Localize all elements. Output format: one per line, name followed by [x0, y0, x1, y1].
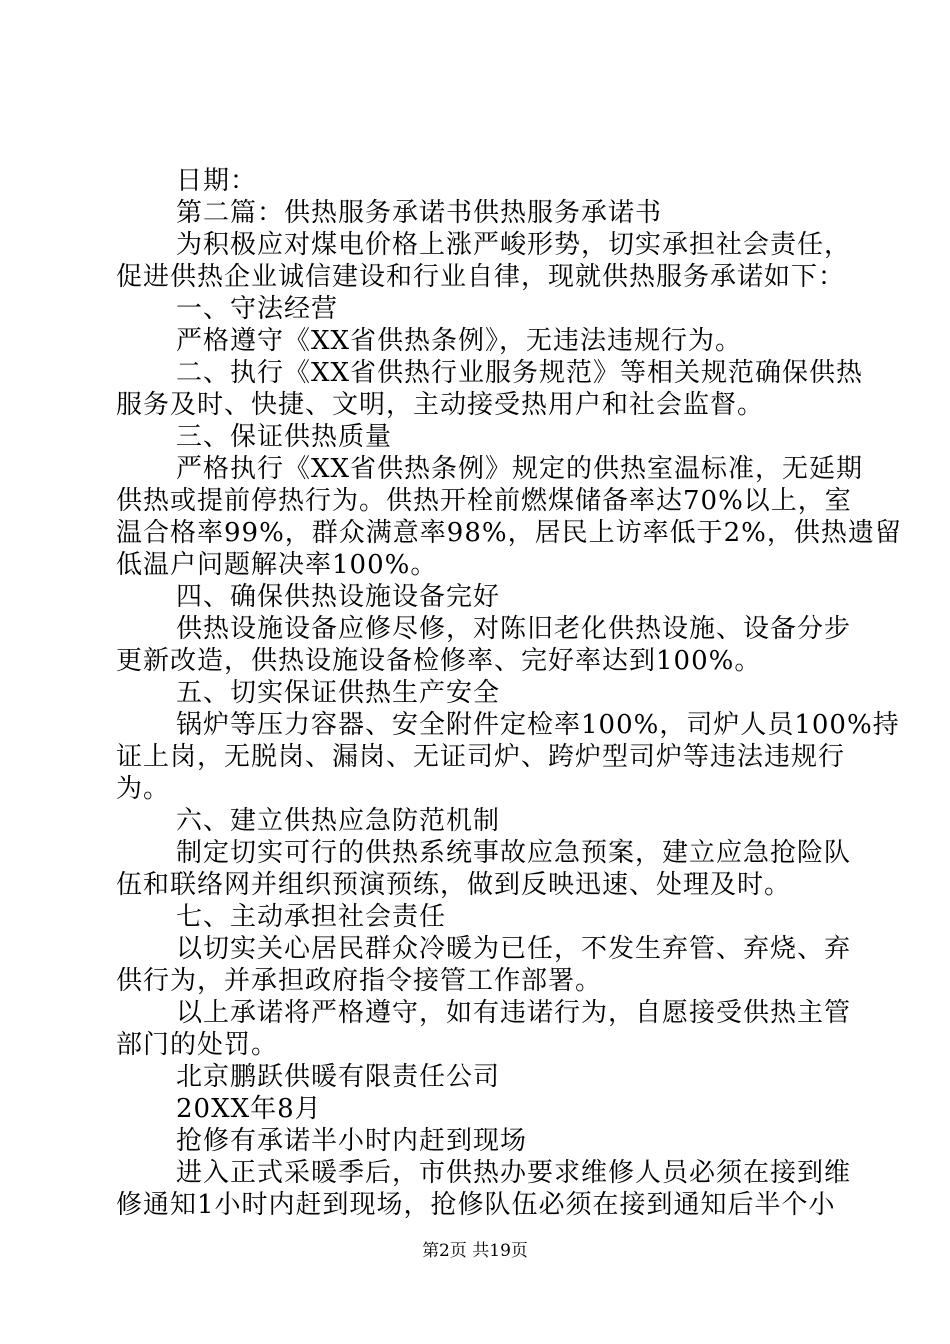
text-line: 六、建立供热应急防范机制 — [176, 806, 501, 836]
text-line: 锅炉等压力容器、安全附件定检率100%，司炉人员100%持 — [176, 710, 900, 740]
text-line: 日期： — [176, 166, 258, 196]
text-line: 二、执行《XX省供热行业服务规范》等相关规范确保供热 — [176, 358, 864, 388]
text-line: 供行为，并承担政府指令接管工作部署。 — [116, 966, 603, 996]
text-line: 以切实关心居民群众冷暖为已任，不发生弃管、弃烧、弃 — [176, 934, 852, 964]
text-line: 伍和联络网并组织预演预练，做到反映迅速、处理及时。 — [116, 870, 792, 900]
text-line: 以上承诺将严格遵守，如有违诺行为，自愿接受供热主管 — [176, 998, 852, 1028]
text-line: 七、主动承担社会责任 — [176, 902, 447, 932]
page-footer: 第2页 共19页 — [422, 1241, 528, 1261]
text-line: 修通知1小时内赶到现场，抢修队伍必须在接到通知后半个小 — [116, 1190, 836, 1220]
text-line: 更新改造，供热设施设备检修率、完好率达到100%。 — [116, 646, 762, 676]
text-line: 严格遵守《XX省供热条例》，无违法违规行为。 — [176, 326, 743, 356]
text-line: 严格执行《XX省供热条例》规定的供热室温标准，无延期 — [176, 454, 864, 484]
text-line: 温合格率99%，群众满意率98%，居民上访率低于2%，供热遗留 — [116, 518, 902, 548]
text-line: 低温户问题解决率100%。 — [116, 550, 438, 580]
text-line: 证上岗，无脱岗、漏岗、无证司炉、跨炉型司炉等违法违规行 — [116, 742, 846, 772]
text-line: 供热或提前停热行为。供热开栓前燃煤储备率达70%以上，室 — [116, 486, 852, 516]
text-line: 为。 — [116, 774, 171, 804]
text-line: 为积极应对煤电价格上涨严峻形势，切实承担社会责任， — [176, 230, 852, 260]
text-line: 三、保证供热质量 — [176, 422, 393, 452]
text-line: 服务及时、快捷、文明，主动接受热用户和社会监督。 — [116, 390, 765, 420]
document-body — [116, 165, 902, 1221]
text-line: 第二篇：供热服务承诺书供热服务承诺书 — [176, 198, 663, 228]
text-line: 抢修有承诺半小时内赶到现场 — [176, 1126, 528, 1156]
text-line: 进入正式采暖季后，市供热办要求维修人员必须在接到维 — [176, 1158, 852, 1188]
text-line: 促进供热企业诚信建设和行业自律，现就供热服务承诺如下： — [116, 262, 846, 292]
text-line: 供热设施设备应修尽修，对陈旧老化供热设施、设备分步 — [176, 614, 852, 644]
text-line: 北京鹏跃供暖有限责任公司 — [176, 1062, 501, 1092]
text-line: 制定切实可行的供热系统事故应急预案，建立应急抢险队 — [176, 838, 852, 868]
text-line: 一、守法经营 — [176, 294, 339, 324]
text-line: 部门的处罚。 — [116, 1030, 279, 1060]
text-line: 20XX年8月 — [176, 1094, 322, 1124]
text-line: 四、确保供热设施设备完好 — [176, 582, 501, 612]
text-line: 五、切实保证供热生产安全 — [176, 678, 501, 708]
